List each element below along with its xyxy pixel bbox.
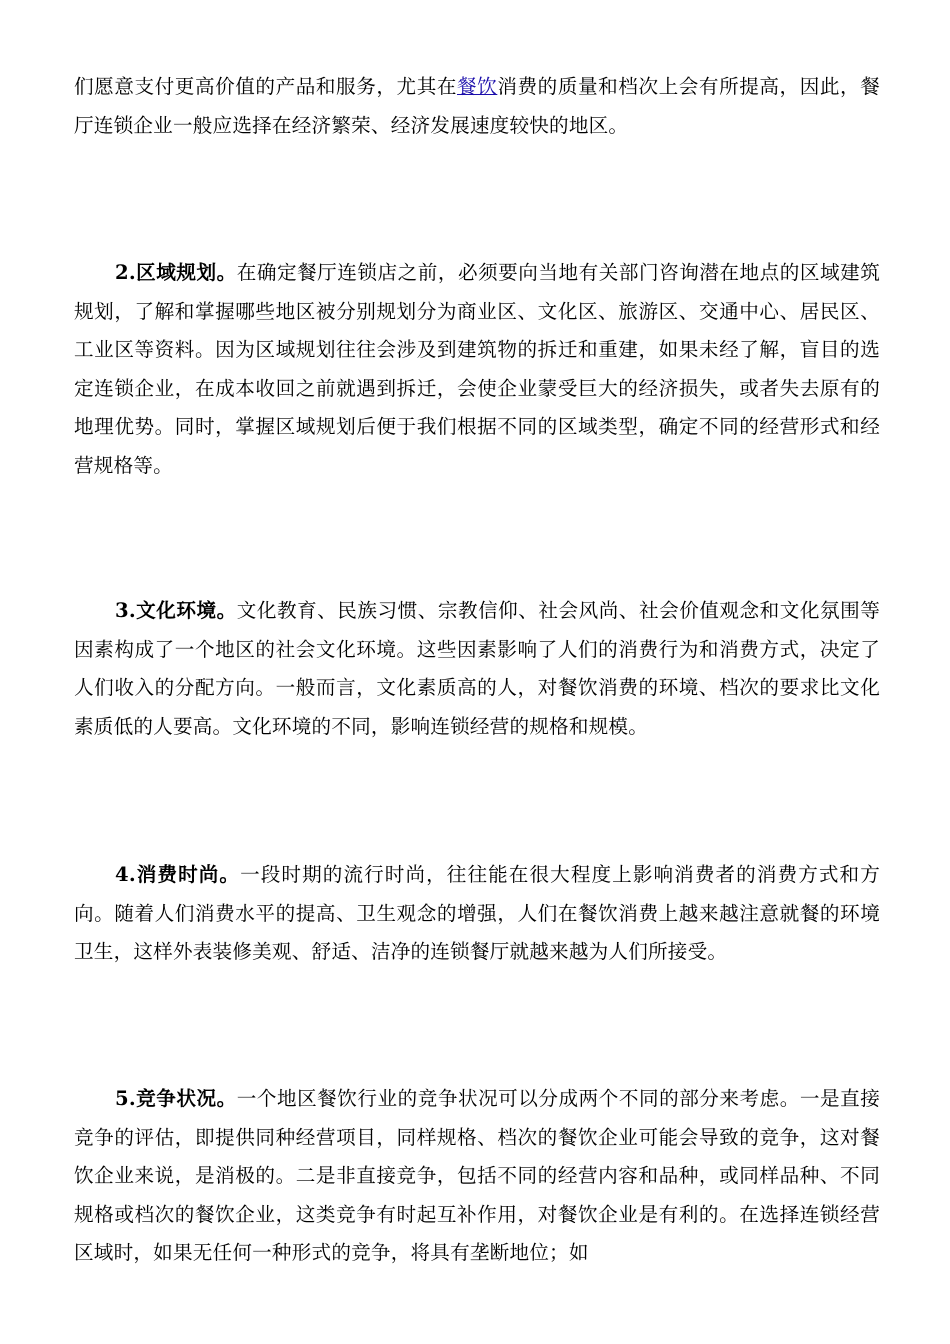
section-cultural-environment bbox=[74, 592, 880, 746]
section-body: 一个地区餐饮行业的竞争状况可以分成两个不同的部分来考虑。一是直接竞争的评估，即提供同种经营项目，同样规格、档次的餐饮企业可能会导致的竞争，这对餐饮企业来说，是消极的。二是非直接竞争，包括不同的经营内容和品种，或同样品种、不同规格或档次的餐饮企业，这类竞争有时起互补作用，对餐饮企业是有利的。在选择连锁经营区域时，如果无任何一种形式的竞争，将具有垄断地位；如 bbox=[74, 1087, 880, 1265]
section-body: 一段时期的流行时尚，往往能在很大程度上影响消费者的消费方式和方向。随着人们消费水平的提高、卫生观念的增强，人们在餐饮消费上越来越注意就餐的环境卫生，这样外表装修美观、舒适、洁净的连锁餐厅就越来越为人们所接受。 bbox=[74, 863, 881, 964]
section-heading: 4.消费时尚。 bbox=[115, 863, 241, 886]
section-competition bbox=[74, 1080, 880, 1273]
paragraph-continuation bbox=[74, 68, 880, 145]
catering-link[interactable]: 餐饮 bbox=[457, 75, 498, 98]
paragraph-text: 们愿意支付更高价值的产品和服务，尤其在 bbox=[74, 75, 458, 98]
section-heading: 2.区域规划。 bbox=[115, 261, 237, 284]
section-consumption-trend bbox=[74, 856, 880, 972]
section-body: 文化教育、民族习惯、宗教信仰、社会风尚、社会价值观念和文化氛围等因素构成了一个地区的社会文化环境。这些因素影响了人们的消费行为和消费方式，决定了人们收入的分配方向。一般而言，文化素质高的人，对餐饮消费的环境、档次的要求比文化素质低的人要高。文化环境的不同，影响连锁经营的规格和规模。 bbox=[74, 599, 880, 738]
section-body: 在确定餐厅连锁店之前，必须要向当地有关部门咨询潜在地点的区域建筑规划，了解和掌握哪些地区被分别规划分为商业区、文化区、旅游区、交通中心、居民区、工业区等资料。因为区域规划往往会涉及到建筑物的拆迁和重建，如果未经了解，盲目的选定连锁企业，在成本收回之前就遇到拆迁，会使企业蒙受巨大的经济损失，或者失去原有的地理优势。同时，掌握区域规划后便于我们根据不同的区域类型，确定不同的经营形式和经营规格等。 bbox=[74, 261, 880, 477]
section-heading: 3.文化环境。 bbox=[115, 599, 237, 622]
paragraph-text: 消费的质量和档次上会有所提高，因此，餐厅连锁企业一般应选择在经济繁荣、经济发展速度较快的地区。 bbox=[74, 75, 880, 137]
section-regional-planning bbox=[74, 254, 880, 486]
section-heading: 5.竞争状况。 bbox=[115, 1087, 237, 1110]
